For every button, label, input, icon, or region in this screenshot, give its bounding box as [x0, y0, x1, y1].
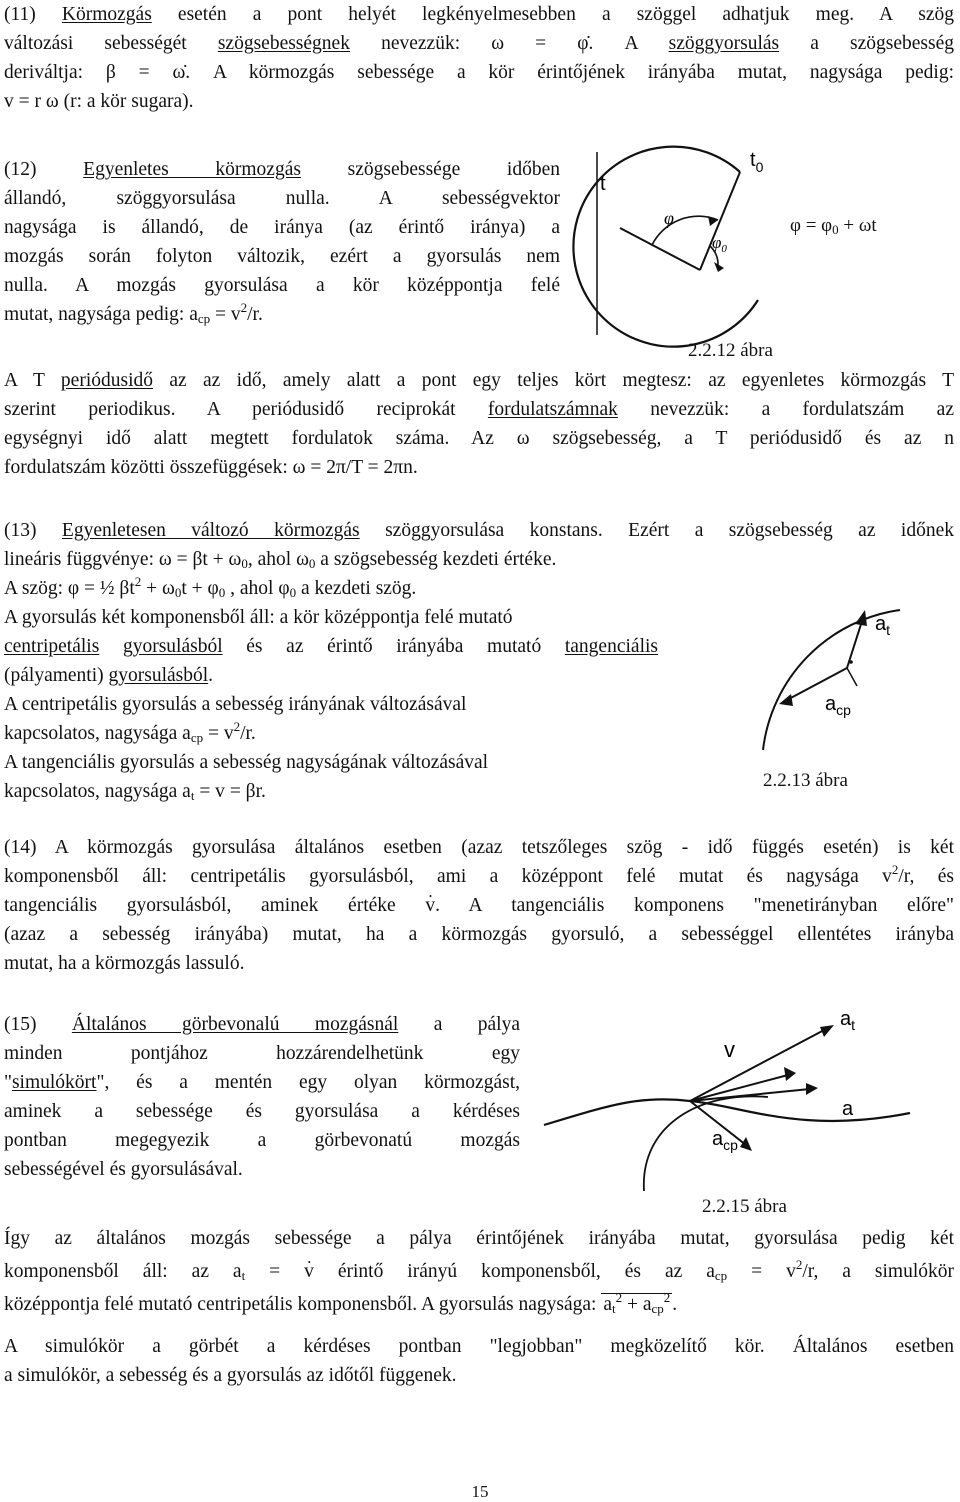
term-fordulatszam: fordulatszámnak — [487, 399, 618, 420]
caption-2-2-12: 2.2.12 ábra — [688, 340, 773, 361]
s11-line1: (11) Körmozgás esetén a pont helyét legkényelmesebben a szöggel adhatjuk meg. A szög — [4, 4, 955, 25]
magnitude-formula: $a_t^2 + a_{cp}^2$ — [603, 1290, 671, 1316]
label-phi0: $\varphi_0$ — [712, 233, 727, 255]
section-period — [4, 366, 954, 482]
s12-line6: mutat, nagysága pedig: $a_{cp} = v^2/r$. — [4, 300, 263, 326]
sLast-line2: a simulókör, a sebesség és a gyorsulás az időtől függenek. — [4, 1365, 457, 1386]
s13-line2: lineáris függvénye: $\omega = \beta t + \omega_0$, ahol $\omega_0$ a szögsebesség kezdeti értéke. — [4, 549, 557, 571]
term-gyorsulasbol-2: gyorsulásból — [108, 665, 209, 686]
s13-line10: kapcsolatos, nagysága $a_t = v = \beta r$. — [4, 781, 266, 803]
sLast-line1: A simulókör a görbét a kérdéses pontban "legjobban" megközelítő kör. Általános esetben — [4, 1336, 954, 1357]
s13-line6: (pályamenti) gyorsulásból. — [4, 665, 214, 686]
term-kormozgas: Körmozgás — [61, 4, 152, 25]
sIgy-line1: Így az általános mozgás sebessége a pálya érintőjének irányába mutat, gyorsulása pedig két — [4, 1228, 954, 1249]
section-11 — [4, 0, 954, 116]
label-acp: $a_{cp}$ — [712, 1128, 738, 1153]
section-igy — [4, 1222, 954, 1321]
label-v: v — [724, 1037, 735, 1062]
sIgy-line2: komponensből áll: az $a_t$ = . v érintő irányú komponensből, és az $a_{cp} = v^2/r$, a simulókör — [4, 1255, 954, 1288]
label-a: a — [842, 1098, 854, 1120]
radius-line — [847, 668, 857, 686]
vector-acp — [787, 668, 847, 700]
s12-line3: nagysága is állandó, de iránya (az érintő iránya) a — [4, 217, 560, 238]
term-tangencialis: tangenciális — [564, 636, 658, 657]
s15-line3: "simulókört", és a mentén egy olyan körmozgást, — [4, 1072, 520, 1093]
s13-line4: A gyorsulás két komponensből áll: a kör középpontja felé mutató — [4, 607, 513, 628]
term-periodusido: periódusidő — [60, 370, 153, 391]
sT-line4: fordulatszám közötti összefüggések: ω = 2π/T = 2πn. — [4, 457, 418, 478]
arrow-v — [784, 1067, 796, 1081]
term-gyorsulasbol: gyorsulásból — [122, 636, 223, 657]
s11-line2: változási sebességét szögsebességnek nevezzük: ω = φ̇. A szöggyorsulás a szögsebesség — [4, 33, 954, 54]
s14-line3: tangenciális gyorsulásból, aminek értéke . v. A tangenciális komponens "menetirányban előre" — [4, 891, 954, 920]
sT-line2: szerint periodikus. A periódusidő reciprokát fordulatszámnak nevezzük: a fordulatszám az — [4, 399, 954, 420]
s13-line7: A centripetális gyorsulás a sebesség irányának változásával — [4, 694, 467, 715]
s11-line4: v = r ω (r: a kör sugara). — [4, 91, 194, 112]
term-szogsebesseg: szögsebességnek — [217, 33, 350, 54]
sIgy-line3: középpontja felé mutató centripetális komponensből. A gyorsulás nagysága: $a_t^2 + a_{cp}^2$ . — [4, 1290, 678, 1316]
section-13-cont — [4, 603, 658, 806]
term-simulokor: simulókört — [11, 1072, 97, 1093]
figure-2-2-13 — [755, 600, 905, 760]
term-szoggyorsulas: szöggyorsulás — [668, 33, 780, 54]
s15-line2: minden pontjához hozzárendelhetünk egy — [4, 1043, 520, 1064]
label-t0: $t_0$ — [750, 149, 764, 175]
s15-line6: sebességével és gyorsulásával. — [4, 1159, 243, 1180]
section-13 — [4, 516, 954, 603]
arrow-a — [806, 1083, 818, 1095]
label-t: t — [600, 173, 606, 195]
s14-line2: komponensből áll: centripetális gyorsulásból, ami a középpont felé mutat és nagysága $v^2/r$, és — [4, 862, 955, 887]
s11-line3: deriváltja: β = ω̇. A körmozgás sebessége a kör érintőjének irányába mutat, nagysága pedig: — [4, 62, 954, 83]
page-number: 15 — [471, 1482, 489, 1501]
sT-line1: A T periódusidő az az idő, amely alatt a pont egy teljes kört megtesz: az egyenletes körmozgás T — [4, 370, 954, 391]
s14-line5: mutat, ha a körmozgás lassuló. — [4, 953, 245, 974]
section-15 — [4, 1010, 520, 1184]
section-12 — [4, 155, 560, 329]
label-at: $a_t$ — [840, 1008, 856, 1033]
section-14 — [4, 833, 954, 978]
arrow-acp — [779, 694, 793, 706]
term-egyenletes-kormozgas: Egyenletes körmozgás — [83, 159, 301, 180]
label-phi: φ — [664, 208, 674, 228]
caption-2-2-13: 2.2.13 ábra — [763, 770, 848, 791]
s15-line5: pontban megegyezik a görbevonatú mozgás — [4, 1130, 520, 1151]
s15-line1: (15) Általános görbevonalú mozgásnál a pálya — [4, 1014, 520, 1035]
caption-2-2-15: 2.2.15 ábra — [702, 1196, 787, 1217]
arrow-at — [855, 610, 867, 626]
arrow-at — [820, 1025, 834, 1037]
trajectory-curve — [544, 1099, 910, 1125]
term-altalanos-gorbevonalu: Általános görbevonalú mozgásnál — [71, 1014, 399, 1035]
s12-line5: nulla. A mozgás gyorsulása a kör középpontja felé — [4, 275, 560, 296]
label-acp: $a_{cp}$ — [825, 693, 851, 718]
arrow-phi0 — [714, 262, 724, 272]
s13-line5: centripetális gyorsulásból és az érintő irányába mutató tangenciális — [4, 636, 658, 657]
term-egyenletesen-valtozo: Egyenletesen változó körmozgás — [61, 520, 360, 541]
section-last — [4, 1332, 954, 1390]
arrow-acp — [740, 1137, 752, 1151]
s15-line4: aminek a sebessége és gyorsulása a kérdéses — [4, 1101, 520, 1122]
point-dot — [849, 660, 853, 664]
term-centripetalis: centripetális — [4, 636, 100, 657]
s12-line2: állandó, szöggyorsulása nulla. A sebességvektor — [4, 188, 560, 209]
s13-line3: A szög: φ = ½ $\beta t^2 + \omega_0t + \varphi_0$ , ahol $\varphi_0$ a kezdeti szög. — [4, 574, 417, 600]
angle-phi-arc — [652, 216, 718, 245]
radius-t0 — [700, 172, 740, 270]
sT-line3: egységnyi idő alatt megtett fordulatok száma. Az ω szögsebesség, a T periódusidő és az n — [4, 428, 954, 449]
s14-line4: (azaz a sebesség irányába) mutat, ha a körmozgás gyorsuló, a sebességgel ellentétes irányba — [4, 924, 954, 945]
s13-line9: A tangenciális gyorsulás a sebesség nagyságának változásával — [4, 752, 489, 773]
s14-line1: (14) A körmozgás gyorsulása általános esetben (azaz tetszőleges szög - idő függés esetén) is két — [4, 837, 954, 858]
s12-line4: mozgás során folyton változik, ezért a gyorsulás nem — [4, 246, 560, 267]
s13-line8: kapcsolatos, nagysága $a_{cp} = v^2/r$. — [4, 719, 256, 745]
s13-line1: (13) Egyenletesen változó körmozgás szöggyorsulása konstans. Ezért a szögsebesség az időnek — [4, 520, 954, 541]
formula-phi: $\varphi = \varphi_0 + \omega t$ — [790, 215, 877, 237]
label-at: $a_t$ — [875, 613, 891, 638]
s12-line1: (12) Egyenletes körmozgás szögsebessége időben — [4, 159, 560, 180]
figure-2-2-15 — [540, 1005, 920, 1195]
figure-2-2-12 — [590, 150, 790, 340]
